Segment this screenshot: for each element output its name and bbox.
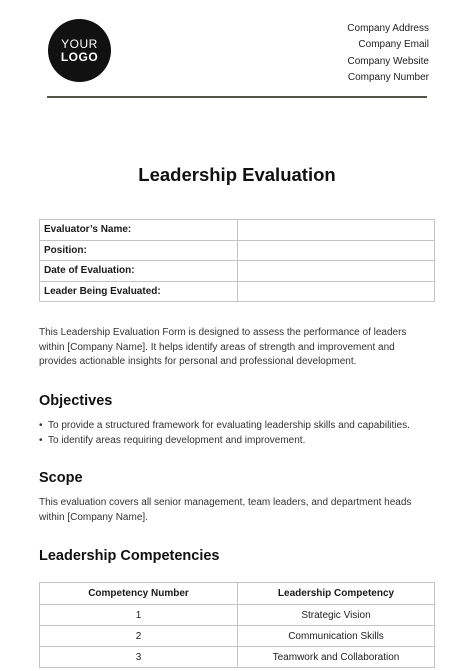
intro-line: provides actionable insights for personal and professional development. bbox=[39, 356, 357, 367]
company-email: Company Email bbox=[358, 39, 429, 51]
field-label-date-of-evaluation: Date of Evaluation: bbox=[40, 261, 238, 282]
competency-number-cell: 3 bbox=[40, 647, 238, 668]
field-value-position[interactable] bbox=[238, 240, 435, 261]
scope-line: This evaluation covers all senior management, team leaders, and department heads bbox=[39, 497, 412, 508]
competency-number-cell: 2 bbox=[40, 626, 238, 647]
evaluation-info-table bbox=[39, 219, 435, 302]
company-address: Company Address bbox=[347, 23, 429, 34]
field-label-position: Position: bbox=[40, 240, 238, 261]
page-title: Leadership Evaluation bbox=[138, 164, 336, 185]
competency-number-cell: 1 bbox=[40, 605, 238, 626]
field-value-date-of-evaluation[interactable] bbox=[238, 261, 435, 282]
field-label-leader-evaluated: Leader Being Evaluated: bbox=[40, 281, 238, 302]
intro-paragraph bbox=[39, 326, 439, 370]
objectives-list bbox=[39, 418, 410, 448]
competencies-heading: Leadership Competencies bbox=[39, 548, 220, 564]
header-divider bbox=[47, 96, 427, 98]
table-header-row bbox=[40, 583, 435, 605]
intro-line: within [Company Name]. It helps identify areas of strength and improvement and bbox=[39, 341, 395, 353]
scope-line: within [Company Name]. bbox=[39, 511, 148, 523]
company-website: Company Website bbox=[347, 55, 429, 67]
table-row bbox=[40, 220, 435, 241]
table-row bbox=[40, 626, 435, 647]
field-value-leader-evaluated[interactable] bbox=[238, 281, 435, 302]
competency-name-cell: Communication Skills bbox=[238, 626, 435, 647]
scope-paragraph bbox=[39, 496, 439, 525]
objectives-heading: Objectives bbox=[39, 393, 113, 409]
company-info bbox=[347, 21, 429, 86]
competency-name-cell: Strategic Vision bbox=[238, 605, 435, 626]
field-value-evaluator-name[interactable] bbox=[238, 220, 435, 241]
list-item: • To identify areas requiring development and improvement. bbox=[39, 433, 410, 448]
table-row bbox=[40, 240, 435, 261]
column-header-leadership-competency: Leadership Competency bbox=[238, 583, 435, 605]
table-row bbox=[40, 281, 435, 302]
table-row bbox=[40, 605, 435, 626]
competency-name-cell: Teamwork and Collaboration bbox=[238, 647, 435, 668]
table-row bbox=[40, 261, 435, 282]
table-row bbox=[40, 647, 435, 668]
list-item: • To provide a structured framework for evaluating leadership skills and capabilities. bbox=[39, 418, 410, 433]
scope-heading: Scope bbox=[39, 470, 83, 486]
logo-text-line1: YOUR bbox=[61, 36, 98, 51]
column-header-competency-number: Competency Number bbox=[40, 583, 238, 605]
intro-line: This Leadership Evaluation Form is designed to assess the performance of leaders bbox=[39, 327, 407, 338]
competencies-table bbox=[39, 582, 435, 668]
field-label-evaluator-name: Evaluator’s Name: bbox=[40, 220, 238, 241]
company-logo bbox=[48, 19, 111, 82]
company-number: Company Number bbox=[347, 71, 429, 83]
logo-text-line2: LOGO bbox=[60, 49, 99, 64]
